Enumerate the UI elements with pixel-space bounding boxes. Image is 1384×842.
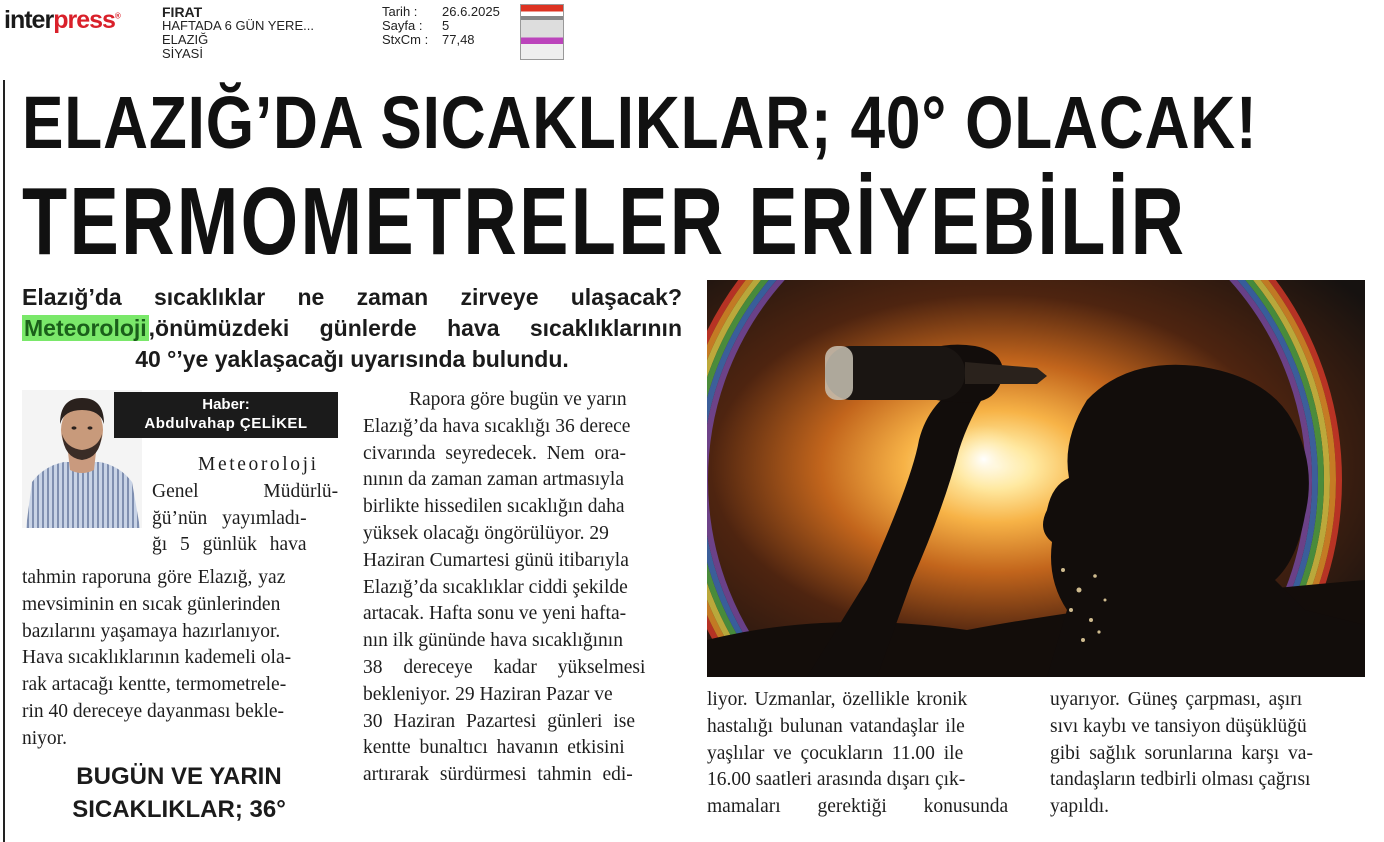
- text-line-content: ğü’nün yayımladı-: [152, 507, 307, 529]
- text-line: [22, 619, 336, 646]
- text-line-content: artırarak sürdürmesi tahmin edi-: [363, 764, 633, 786]
- text-line-content: bekleniyor. 29 Haziran Pazar ve: [363, 683, 613, 705]
- text-line-content: mamaları gerektiği konusunda: [707, 796, 1009, 818]
- text-line-content: bazılarını yaşamaya hazırlanıyor.: [22, 620, 281, 642]
- body-column-1-top: [152, 452, 339, 559]
- text-line: [1050, 714, 1365, 741]
- body-column-1-bottom: [22, 565, 336, 753]
- logo-text-press: press: [53, 6, 115, 34]
- text-line: [363, 494, 680, 521]
- publication-city: ELAZIĞ: [162, 32, 209, 47]
- text-line: [363, 521, 680, 548]
- byline-label: Haber:: [202, 396, 250, 413]
- text-line: [363, 735, 680, 762]
- deck-line-1: Elazığ’da sıcaklıklar ne zaman zirveye ulaşacak?: [22, 284, 682, 310]
- stxcm-label: StxCm :: [382, 32, 429, 47]
- text-line-content: 30 Haziran Pazartesi günleri ise: [363, 710, 635, 732]
- left-divider: [3, 80, 5, 842]
- text-line: [22, 672, 336, 699]
- text-line-content: nın ilk gününde hava sıcaklığının: [363, 630, 623, 652]
- text-line-content: hastalığı bulunan vatandaşlar ile: [707, 715, 965, 737]
- text-line-content: rak artacağı kentte, termometrele-: [22, 674, 287, 696]
- text-line: [363, 628, 680, 655]
- text-line: [1050, 687, 1365, 714]
- text-line: [152, 532, 336, 559]
- body-column-3: [707, 687, 1023, 821]
- text-line-content: ğı 5 günlük hava: [152, 534, 307, 556]
- text-line-content: Meteoroloji: [198, 454, 319, 475]
- registered-mark: ®: [114, 11, 120, 21]
- publication-category: SİYASİ: [162, 46, 203, 61]
- logo-text-inter: inter: [4, 6, 54, 34]
- text-line-content: 16.00 saatleri arasında dışarı çık-: [707, 769, 966, 791]
- article-deck: [22, 282, 682, 375]
- text-line: [22, 726, 336, 753]
- subheading-line-1: BUGÜN VE YARIN: [76, 763, 282, 790]
- text-line-content: tahmin raporuna göre Elazığ, yaz: [22, 567, 286, 588]
- text-line: [707, 714, 1023, 741]
- text-line: [1050, 741, 1365, 768]
- text-line: [707, 741, 1023, 768]
- body-column-4: [1050, 687, 1365, 821]
- text-line-content: yüksek olacağı öngörülüyor. 29: [363, 522, 609, 544]
- page-thumbnail[interactable]: [520, 4, 564, 60]
- text-line: [707, 687, 1023, 714]
- text-line: [22, 592, 336, 619]
- text-line-content: 38 dereceye kadar yükselmesi: [363, 656, 646, 678]
- publication-frequency: HAFTADA 6 GÜN YERE...: [162, 18, 314, 33]
- text-line: [363, 414, 680, 441]
- text-line-content: Elazığ’da sıcaklıklar ciddi şekilde: [363, 576, 628, 598]
- deck-highlight: Meteoroloji: [24, 315, 147, 341]
- byline-band: [114, 392, 338, 438]
- clip-meta-info: [382, 5, 522, 47]
- interpress-logo: [4, 6, 120, 35]
- subheading: [22, 760, 336, 826]
- stxcm-value: 77,48: [442, 32, 475, 47]
- deck-line-2-rest: ,önümüzdeki günlerde hava sıcaklıklarının: [148, 315, 682, 341]
- text-line-content: niyor.: [22, 727, 67, 749]
- text-line: [363, 655, 680, 682]
- text-line-content: gibi sağlık sorunlarına karşı va-: [1050, 742, 1313, 764]
- text-line-content: Hava sıcaklıklarının kademeli ola-: [22, 647, 292, 669]
- text-line-content: civarında seyredecek. Nem ora-: [363, 442, 626, 464]
- text-line-content: tandaşların tedbirli olması çağrısı: [1050, 769, 1311, 791]
- text-line-content: Haziran Cumartesi günü itibarıyla: [363, 549, 629, 571]
- text-line: [363, 441, 680, 468]
- text-line: [707, 767, 1023, 794]
- text-line-content: uyarıyor. Güneş çarpması, aşırı: [1050, 689, 1303, 710]
- text-line-content: artacak. Hafta sonu ve yeni hafta-: [363, 603, 627, 625]
- body-column-2: [363, 387, 680, 789]
- text-line: [363, 548, 680, 575]
- text-line: [363, 575, 680, 602]
- text-line-content: kentte bunaltıcı havanın etkisini: [363, 737, 625, 759]
- byline-author: Abdulvahap ÇELİKEL: [144, 415, 308, 432]
- text-line: [22, 699, 336, 726]
- deck-line-3: 40 °’ye yaklaşacağı uyarısında bulundu.: [135, 346, 569, 372]
- text-line-content: rin 40 dereceye dayanması bekle-: [22, 700, 285, 722]
- publication-name: FIRAT: [162, 4, 203, 20]
- text-line: [22, 565, 336, 592]
- text-line-content: birlikte hissedilen sıcaklığın daha: [363, 496, 625, 518]
- text-line-content: mevsiminin en sıcak günlerinden: [22, 593, 281, 615]
- subheading-line-2: SICAKLIKLAR; 36°: [72, 796, 286, 823]
- text-line: [363, 467, 680, 494]
- text-line: [363, 601, 680, 628]
- text-line-content: Elazığ’da hava sıcaklığı 36 derece: [363, 415, 631, 437]
- headline-primary: ELAZIĞ’DA SICAKLIKLAR; 40° OLACAK!: [22, 81, 1258, 164]
- text-line: [1050, 767, 1365, 794]
- text-line: [152, 479, 339, 506]
- text-line: [363, 709, 680, 736]
- date-label: Tarih :: [382, 4, 418, 19]
- page-label: Sayfa :: [382, 18, 423, 33]
- text-line: [363, 762, 680, 789]
- text-line-content: yapıldı.: [1050, 796, 1110, 818]
- main-photo: [707, 280, 1365, 677]
- text-line-content: Rapora göre bugün ve yarın: [409, 389, 627, 410]
- text-line: [152, 506, 336, 533]
- text-line-content: yaşlılar ve çocukların 11.00 ile: [707, 742, 964, 764]
- text-line-content: nının da zaman zaman artmasıyla: [363, 469, 624, 491]
- page-value: 5: [442, 18, 450, 33]
- text-line: [363, 682, 680, 709]
- text-line: [707, 794, 1023, 821]
- text-line: [152, 452, 336, 479]
- deck-line-2: [22, 313, 682, 344]
- headline-secondary: TERMOMETRELER ERİYEBİLİR: [22, 168, 1187, 275]
- text-line-content: sıvı kaybı ve tansiyon düşüklüğü: [1050, 715, 1307, 737]
- text-line-content: Genel Müdürlü-: [152, 480, 339, 502]
- text-line: [363, 387, 680, 414]
- clip-source-info: [162, 5, 314, 61]
- text-line-content: liyor. Uzmanlar, özellikle kronik: [707, 689, 968, 710]
- date-value: 26.6.2025: [442, 4, 500, 19]
- text-line: [22, 645, 336, 672]
- text-line: [1050, 794, 1365, 821]
